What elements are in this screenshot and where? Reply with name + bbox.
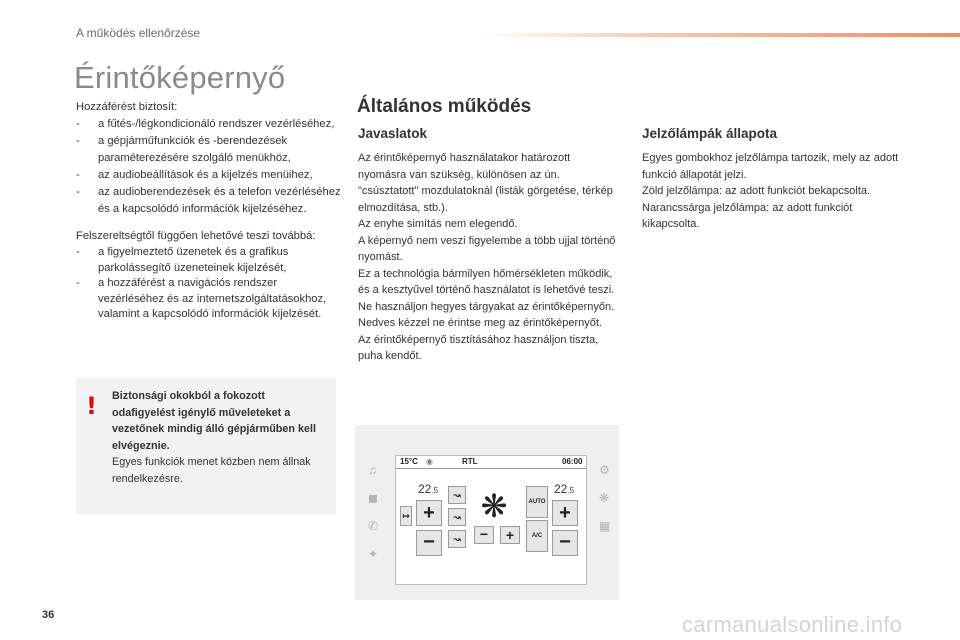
feature-list <box>76 116 346 218</box>
airflow-windscreen-icon[interactable]: ↝ <box>448 486 466 504</box>
indicator-line: Narancssárga jelzőlámpa: az adott funkciót kikapcsolta. <box>642 201 853 230</box>
optional-feature-list <box>76 245 346 323</box>
fan-minus-button[interactable]: − <box>474 526 494 544</box>
temp-left: 22.5 <box>418 482 439 496</box>
fan-plus-button[interactable]: + <box>500 526 520 544</box>
outside-temperature: 15°C <box>400 457 418 466</box>
navigation-icon: ✦ <box>368 547 379 561</box>
tips-line: Az enyhe simítás nem elegendő. <box>358 218 518 230</box>
temp-right-plus-button[interactable]: + <box>552 500 578 526</box>
screen-frame <box>395 455 587 585</box>
apps-icon: ▦ <box>599 519 611 533</box>
list-item: - a figyelmeztető üzenetek és a grafikus parkolássegítő üzeneteinek kijelzését, <box>76 245 346 276</box>
warning-icon: ! <box>86 392 97 420</box>
radio-station: RTL <box>462 457 478 466</box>
temp-right: 22.5 <box>554 482 575 496</box>
list-item: - a gépjárműfunkciók és -berendezések paraméterezésére szolgáló menükhöz, <box>76 133 346 167</box>
subsection-title-indicators: Jelzőlámpák állapota <box>642 126 778 141</box>
indicator-text <box>642 150 904 233</box>
clock: 06:00 <box>562 457 583 466</box>
list-item: - az audioberendezések és a telefon vezérléséhez és a kapcsolódó információk kijelzéséhez. <box>76 184 346 218</box>
status-bar <box>396 456 586 469</box>
header-gradient-line <box>484 33 960 37</box>
warning-bold-text: Biztonsági okokból a fokozott odafigyelést igénylő műveleteket a vezetőnek mindig álló gépjárműben kell elvégeznie. <box>112 390 316 452</box>
watermark: carmanualsonline.info <box>682 612 903 637</box>
ac-button[interactable]: A/C <box>526 520 548 552</box>
tips-line: A képernyő nem veszi figyelembe a több ujjal történő nyomást. <box>358 234 616 263</box>
settings-icon: ⚙ <box>599 463 610 477</box>
tips-line: Az érintőképernyő használatakor határozott nyomásra van szükség, különösen az ún. "csúsztatott" mozdulatoknál (listák görgetése, térkép elmozdítása, stb.). <box>358 152 613 214</box>
list-item: - a fűtés-/légkondicionáló rendszer vezérléséhez, <box>76 116 346 133</box>
fan-speed-icon: ❋ <box>480 488 508 524</box>
section-header: A működés ellenőrzése <box>76 26 201 40</box>
temp-left-plus-button[interactable]: + <box>416 500 442 526</box>
list-item: - az audiobeállítások és a kijelzés menüihez, <box>76 167 346 184</box>
media-icon: ◉ <box>426 457 433 466</box>
page-title: Érintőképernyő <box>74 60 286 95</box>
left-column <box>76 99 346 323</box>
recirculation-icon[interactable]: ↦ <box>400 506 412 526</box>
fan-icon: ❋ <box>599 491 610 505</box>
music-icon: ♫ <box>368 463 377 477</box>
indicator-line: Zöld jelzőlámpa: az adott funkciót bekapcsolta. <box>642 185 871 197</box>
intro-text: Hozzáférést biztosít: <box>76 101 178 113</box>
tips-line: Ez a technológia bármilyen hőmérsékleten működik, és a kesztyűvel történő használatot is lehetővé teszi. <box>358 267 615 296</box>
tips-line: Ne használjon hegyes tárgyakat az érintőképernyőn. <box>358 300 615 313</box>
page-number: 36 <box>42 609 55 621</box>
airflow-face-icon[interactable]: ↝ <box>448 508 466 526</box>
phone-icon: ✆ <box>368 519 379 533</box>
section-title: Általános működés <box>357 96 532 117</box>
tips-line: Az érintőképernyő tisztításához használjon tiszta, puha kendőt. <box>358 333 599 362</box>
warning-text: Egyes funkciók menet közben nem állnak rendelkezésre. <box>112 456 311 485</box>
car-icon: ◼ <box>368 491 378 505</box>
auto-button[interactable]: AUTO <box>526 486 548 518</box>
tips-text <box>358 150 620 365</box>
tips-line: Nedves kézzel ne érintse meg az érintőképernyőt. <box>358 317 602 329</box>
list-item: - a hozzáférést a navigációs rendszer vezérléséhez és az internetszolgáltatásokhoz, valamint a kapcsolódó információk kijelzését. <box>76 276 346 323</box>
temp-right-minus-button[interactable]: − <box>552 530 578 556</box>
airflow-feet-icon[interactable]: ↝ <box>448 530 466 548</box>
touchscreen-illustration <box>355 425 619 600</box>
subsection-title-tips: Javaslatok <box>358 126 428 141</box>
indicator-line: Egyes gombokhoz jelzőlámpa tartozik, mely az adott funkció állapotát jelzi. <box>642 152 899 181</box>
temp-left-minus-button[interactable]: − <box>416 530 442 556</box>
warning-box <box>76 378 336 514</box>
intro2-text: Felszereltségtől függően lehetővé teszi továbbá: <box>76 230 316 242</box>
